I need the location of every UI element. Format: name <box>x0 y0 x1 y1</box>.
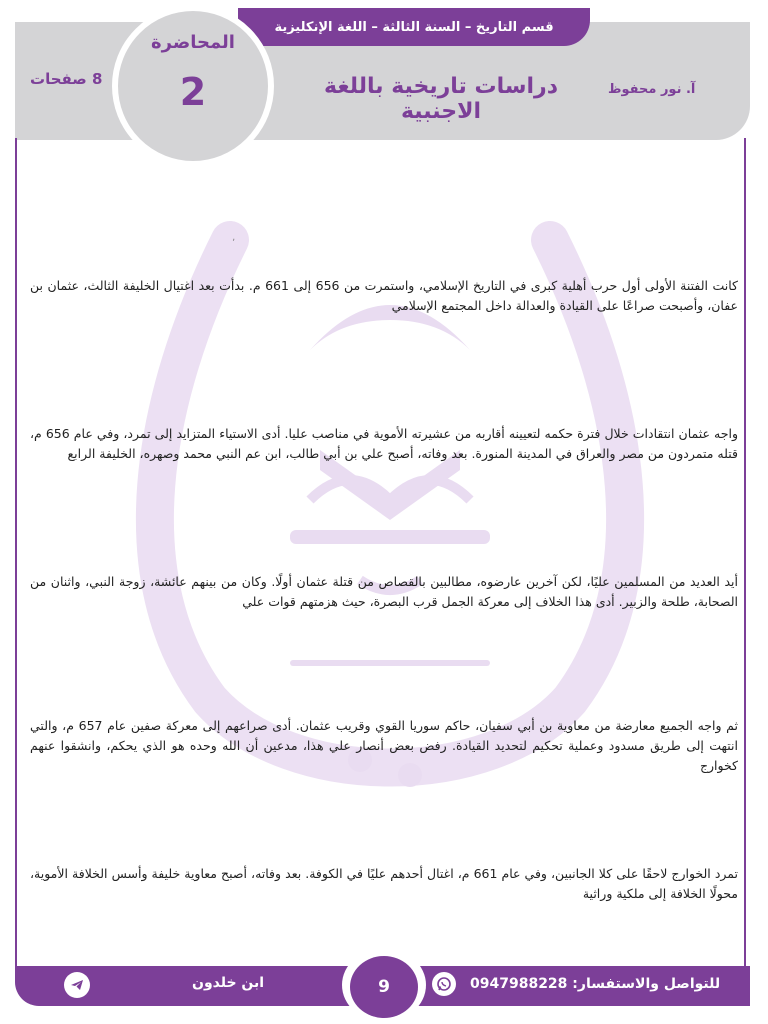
paragraph-1: كانت الفتنة الأولى أول حرب أهلية كبرى في التاريخ الإسلامي، واستمرت من 656 إلى 661 م. بدأت بعد اغتيال الخليفة الثالث، عثمان بن عفان، وأصبحت صراعًا على القيادة والعدالة داخل المجتمع الإسلامي <box>30 278 738 313</box>
telegram-icon[interactable] <box>64 972 90 998</box>
brand-name: ابن خلدون <box>192 975 265 991</box>
stray-mark: ٬ <box>232 238 236 249</box>
left-border <box>15 138 17 974</box>
lecture-label: المحاضرة <box>151 32 235 53</box>
page-number: 9 <box>350 956 418 1018</box>
document-title: دراسات تاريخية باللغة الاجنبية <box>324 74 558 124</box>
lecture-number: 2 <box>179 70 207 114</box>
page-count: 8 صفحات <box>30 70 103 88</box>
department-banner: قسم التاريخ – السنة الثالثة – اللغة الإنكليزية <box>238 8 590 46</box>
right-border <box>744 138 746 974</box>
contact-info: للتواصل والاستفسار: 0947988228 <box>470 976 721 992</box>
paragraph-4: ثم واجه الجميع معارضة من معاوية بن أبي سفيان، حاكم سوريا القوي وقريب عثمان. أدى صراعهم إلى معركة صفين عام 657 م، والتي انتهت إلى طريق مسدود وعملية تحكيم لتحديد القيادة. رفض بعض أنصار علي هذا، مدعين أن الله وحده هو الذي يحكم، وانشقوا عنهم كخوارج <box>30 718 738 773</box>
paragraph-5: تمرد الخوارج لاحقًا على كلا الجانبين، وفي عام 661 م، اغتال أحدهم عليًا في الكوفة. بعد وفاته، أصبح معاوية خليفة وأسس الخلافة الأموية، محولًا الخلافة إلى ملكية وراثية <box>30 866 738 901</box>
paragraph-2: واجه عثمان انتقادات خلال فترة حكمه لتعيينه أقاربه من عشيرته الأموية في مناصب عليا. أدى الاستياء المتزايد إلى تمرد، وفي عام 656 م، قتله متمردون من مصر والعراق في المدينة المنورة. بعد وفاته، أصبح علي بن أبي طالب، ابن عم النبي محمد وصهره، الخليفة الرابع <box>30 426 738 461</box>
paragraph-3: أيد العديد من المسلمين عليًا، لكن آخرين عارضوه، مطالبين بالقصاص من قتلة عثمان أولًا. وكان من بينهم عائشة، زوجة النبي، واثنان من الصحابة، طلحة والزبير. أدى هذا الخلاف إلى معركة الجمل قرب البصرة، حيث هزمتهم قوات علي <box>30 574 738 609</box>
whatsapp-icon[interactable] <box>432 972 456 996</box>
author-name: آ. نور محفوظ <box>608 82 696 97</box>
